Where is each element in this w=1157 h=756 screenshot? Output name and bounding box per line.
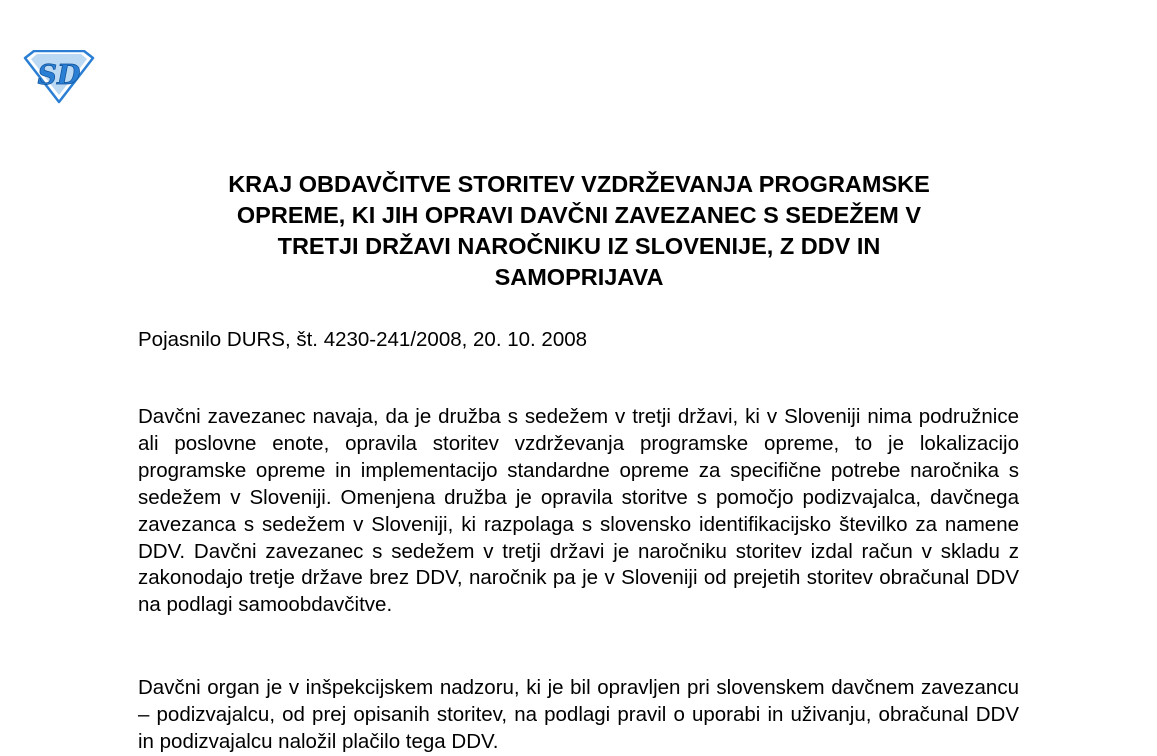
- title-line: TRETJI DRŽAVI NAROČNIKU IZ SLOVENIJE, Z DDV IN: [277, 233, 881, 259]
- title-line: KRAJ OBDAVČITVE STORITEV VZDRŽEVANJA PROGRAMSKE: [228, 171, 930, 197]
- logo-text: SD: [37, 60, 81, 91]
- body-paragraph: Davčni organ je v inšpekcijskem nadzoru, ki je bil opravljen pri slovenskem davčnem zavezancu – podizvajalcu, od prej opisanih storitev, na podlagi pravil o uporabi in uživanju, obračunal DDV in podizvajalcu naložil plačilo tega DDV.: [138, 676, 1019, 753]
- title-line: OPREME, KI JIH OPRAVI DAVČNI ZAVEZANEC S SEDEŽEM V: [236, 202, 922, 228]
- title-line: SAMOPRIJAVA: [494, 264, 664, 290]
- sd-shield-logo-icon: [22, 50, 96, 104]
- document-reference: Pojasnilo DURS, št. 4230-241/2008, 20. 10. 2008: [138, 328, 588, 351]
- sd-logo: [22, 50, 96, 104]
- body-paragraph: Davčni zavezanec navaja, da je družba s sedežem v tretji državi, ki v Sloveniji nima podružnice ali poslovne enote, opravila storitev vzdrževanja programske opreme, to je lokalizacijo programske opreme in implementacijo standardne opreme za specifične potrebe naročnika s sedežem v Sloveniji. Omenjena družba je opravila storitve s pomočjo podizvajalca, davčnega zavezanca s sedežem v Sloveniji, ki razpolaga s slovensko identifikacijsko številko za namene DDV. Davčni zavezanec s sedežem v tretji državi je naročniku storitev izdal račun v skladu z zakonodajo tretje države brez DDV, naročnik pa je v Sloveniji od prejetih storitev obračunal DDV na podlagi samoobdavčitve.: [138, 405, 1019, 617]
- document-title: [140, 169, 1018, 293]
